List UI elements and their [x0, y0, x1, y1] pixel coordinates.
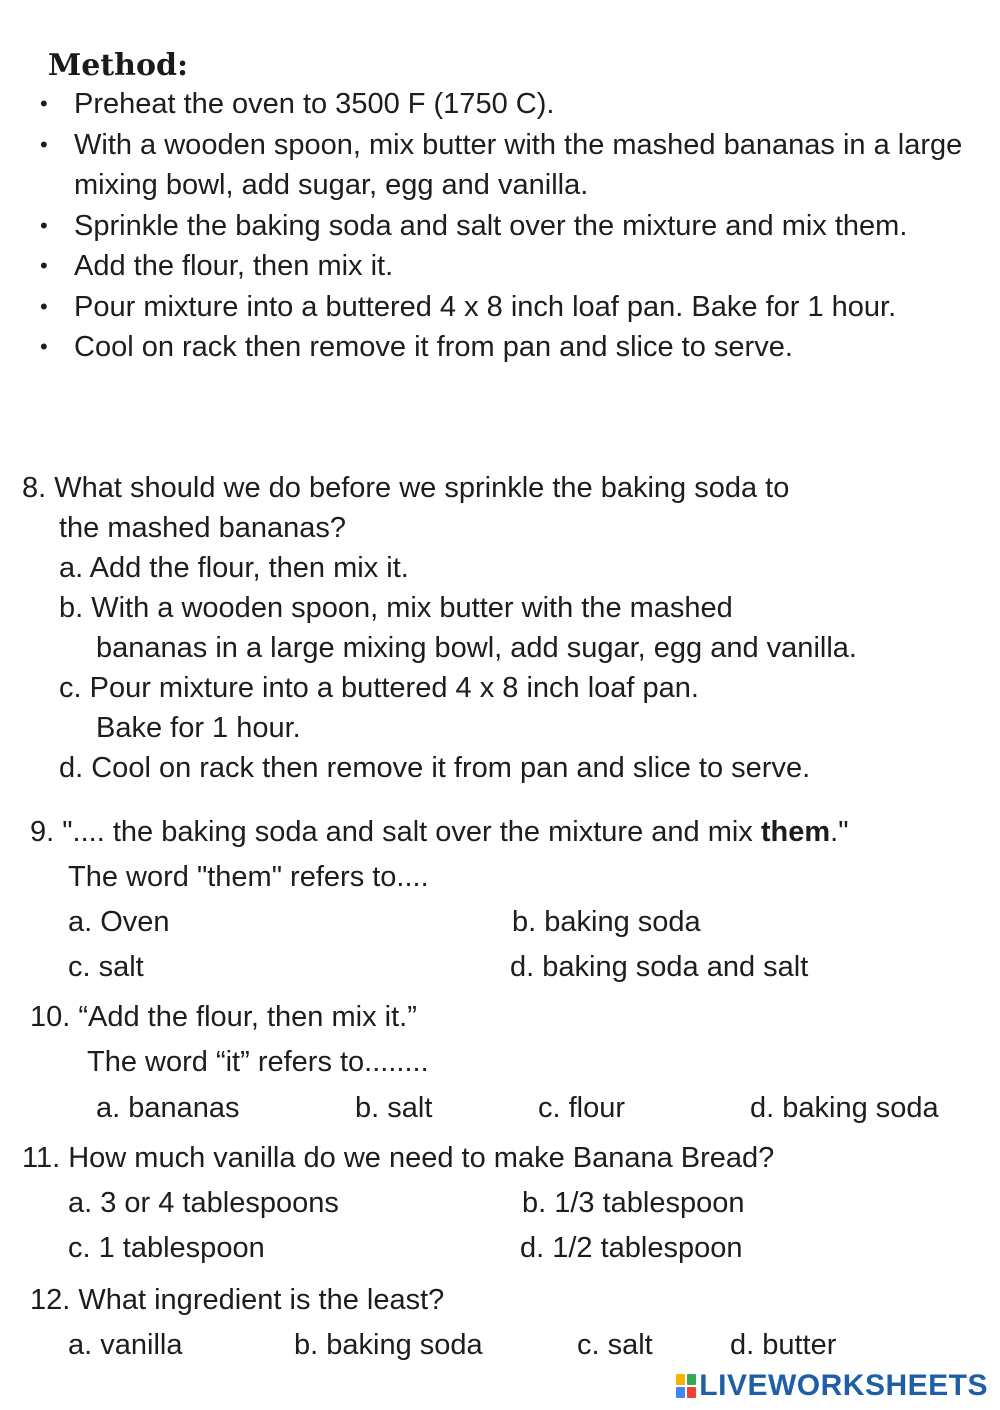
logo-mark-square: [687, 1387, 696, 1398]
method-step-text: Add the flour, then mix it.: [74, 250, 394, 282]
method-steps-list: [40, 84, 980, 368]
question-11-option-b[interactable]: b. 1/3 tablespoon: [522, 1187, 745, 1219]
liveworksheets-logo: [676, 1368, 988, 1404]
logo-mark-icon: [676, 1374, 696, 1398]
question-8-line-2: the mashed bananas?: [59, 512, 346, 544]
question-8-option-a[interactable]: a. Add the flour, then mix it.: [59, 552, 409, 584]
method-step: [40, 246, 980, 287]
method-step: [40, 125, 980, 206]
method-step-text: With a wooden spoon, mix butter with the mashed bananas in a large mixing bowl, add sugar, egg and vanilla.: [74, 128, 963, 201]
question-8-option-d[interactable]: d. Cool on rack then remove it from pan and slice to serve.: [59, 752, 811, 784]
question-8: [22, 468, 789, 548]
method-step-text: Cool on rack then remove it from pan and slice to serve.: [74, 331, 793, 363]
bullet-icon: •: [40, 91, 48, 116]
method-step: [40, 206, 980, 247]
bullet-icon: •: [40, 334, 48, 359]
bullet-icon: •: [40, 293, 48, 319]
question-10-prompt: The word “it” refers to........: [87, 1046, 429, 1078]
question-8-options: [59, 548, 857, 788]
question-8-line-1: 8. What should we do before we sprinkle the baking soda to: [22, 472, 790, 504]
question-12-option-a[interactable]: a. vanilla: [68, 1329, 183, 1361]
question-12-option-c[interactable]: c. salt: [577, 1329, 653, 1361]
method-step-text: Pour mixture into a buttered 4 x 8 inch loaf pan. Bake for 1 hour.: [74, 290, 897, 323]
method-heading: Method:: [48, 48, 189, 83]
question-9-option-d[interactable]: d. baking soda and salt: [510, 951, 809, 983]
bullet-icon: •: [40, 131, 48, 157]
method-step-text: Sprinkle the baking soda and salt over the mixture and mix them.: [74, 209, 908, 242]
question-9-quote-bold: them: [760, 816, 831, 848]
question-12-option-d[interactable]: d. butter: [730, 1329, 837, 1361]
question-9-option-c[interactable]: c. salt: [68, 951, 144, 983]
question-9-option-a[interactable]: a. Oven: [68, 906, 170, 938]
question-9-prompt: The word "them" refers to....: [68, 861, 429, 893]
question-11-option-a[interactable]: a. 3 or 4 tablespoons: [68, 1187, 339, 1219]
question-9-quote-start: 9. ".... the baking soda and salt over the mixture and mix: [30, 816, 761, 848]
logo-mark-square: [676, 1387, 685, 1398]
question-11-text: 11. How much vanilla do we need to make Banana Bread?: [22, 1142, 775, 1174]
logo-mark-square: [687, 1374, 696, 1385]
question-10-option-c[interactable]: c. flour: [538, 1092, 626, 1124]
question-9-quote-end: .": [830, 816, 849, 848]
logo-mark-square: [676, 1374, 685, 1385]
method-step: [40, 327, 980, 368]
question-8-option-c-cont: Bake for 1 hour.: [96, 712, 301, 744]
question-11-option-c[interactable]: c. 1 tablespoon: [68, 1232, 265, 1264]
question-10-option-b[interactable]: b. salt: [355, 1092, 433, 1124]
question-10-option-a[interactable]: a. bananas: [96, 1092, 240, 1124]
method-step: [40, 84, 980, 125]
question-9-quote: [30, 812, 849, 852]
question-8-option-c[interactable]: c. Pour mixture into a buttered 4 x 8 inch loaf pan.: [59, 672, 699, 704]
logo-text: LIVEWORKSHEETS: [699, 1369, 988, 1402]
question-12-option-b[interactable]: b. baking soda: [294, 1329, 483, 1361]
question-10-option-d[interactable]: d. baking soda: [750, 1092, 939, 1124]
question-9-option-b[interactable]: b. baking soda: [512, 906, 701, 938]
bullet-icon: •: [40, 253, 48, 278]
method-step: [40, 287, 980, 328]
question-8-option-b[interactable]: b. With a wooden spoon, mix butter with the mashed: [59, 592, 733, 624]
question-10-quote: 10. “Add the flour, then mix it.”: [30, 1001, 417, 1033]
question-12-text: 12. What ingredient is the least?: [30, 1284, 445, 1316]
question-8-option-b-cont: bananas in a large mixing bowl, add sugar, egg and vanilla.: [96, 632, 857, 664]
question-11-option-d[interactable]: d. 1/2 tablespoon: [520, 1232, 743, 1264]
bullet-icon: •: [40, 212, 48, 238]
method-step-text: Preheat the oven to 3500 F (1750 C).: [74, 88, 555, 120]
